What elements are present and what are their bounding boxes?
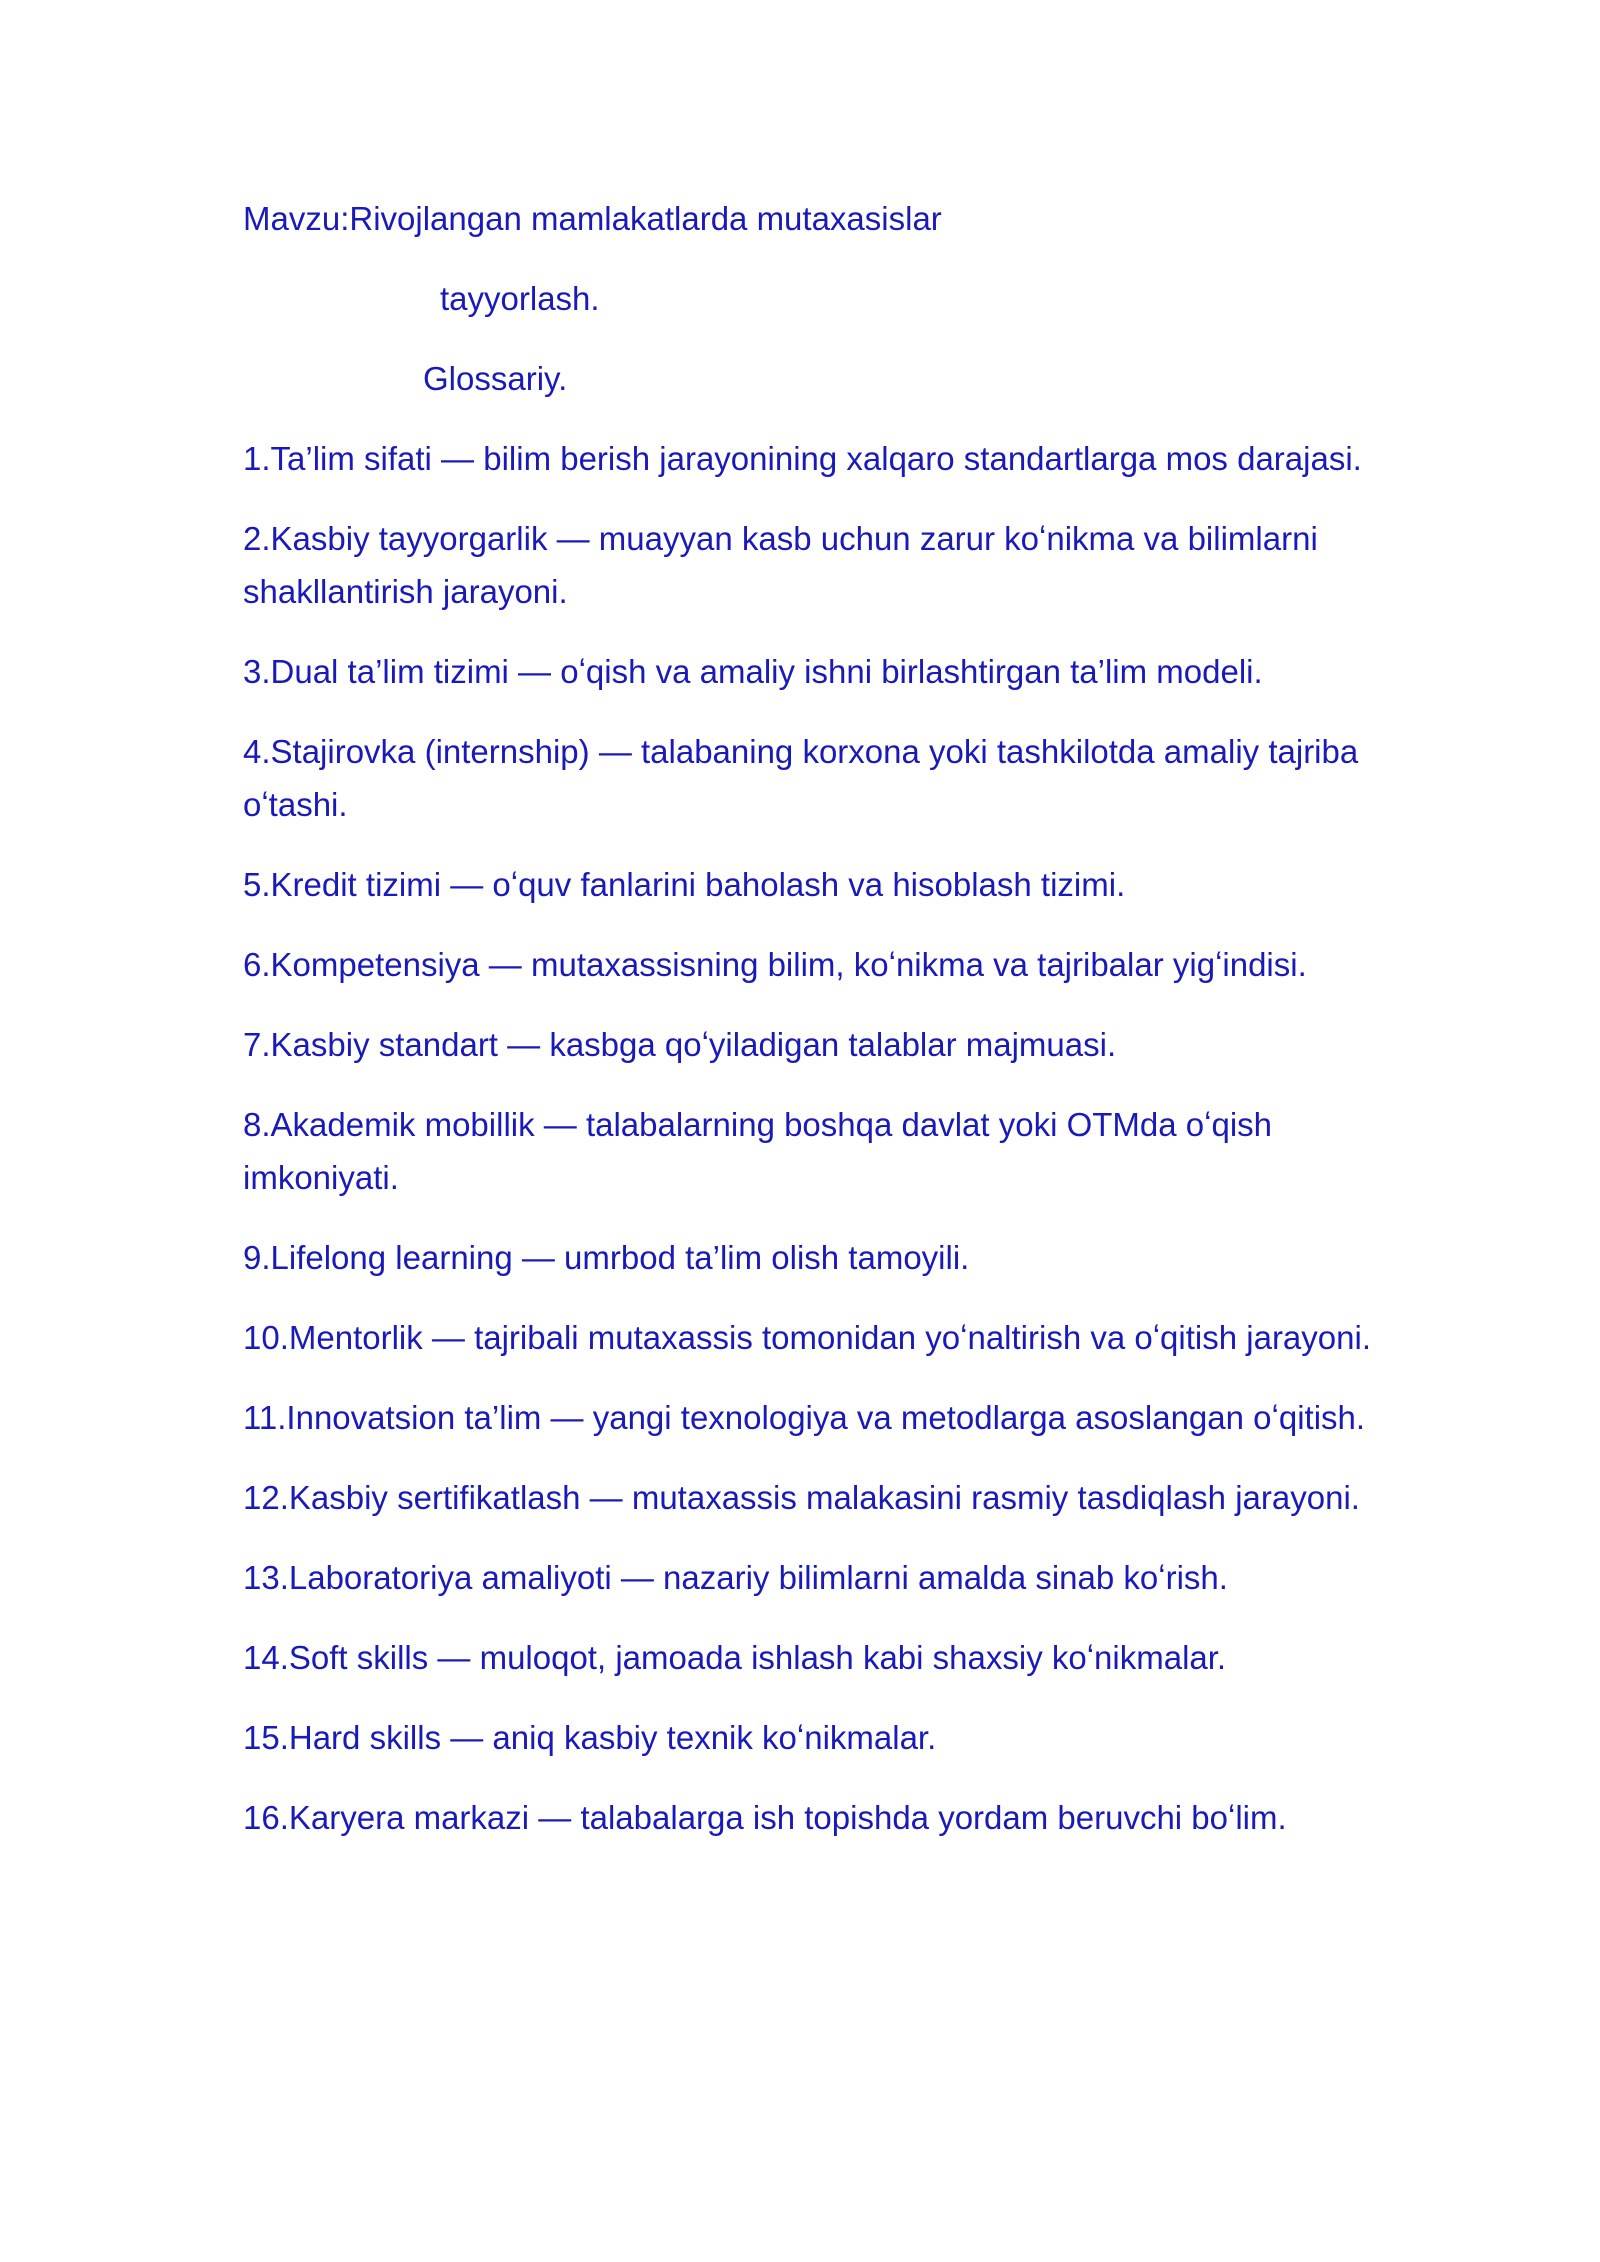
glossary-entry: 1.Ta’lim sifati — bilim berish jarayonining xalqaro standartlarga mos darajasi. <box>243 440 1362 477</box>
glossary-entry: 9.Lifelong learning — umrbod ta’lim olish tamoyili. <box>243 1239 970 1276</box>
document-body <box>243 192 1423 1871</box>
glossary-heading: Glossariy. <box>423 360 568 397</box>
glossary-entry: 16.Karyera markazi — talabalarga ish topishda yordam beruvchi boʻlim. <box>243 1799 1287 1836</box>
glossary-entry: 7.Kasbiy standart — kasbga qoʻyiladigan talablar majmuasi. <box>243 1026 1117 1063</box>
glossary-entry: 13.Laboratoriya amaliyoti — nazariy bilimlarni amalda sinab koʻrish. <box>243 1559 1228 1596</box>
glossary-entry: 2.Kasbiy tayyorgarlik — muayyan kasb uchun zarur koʻnikma va bilimlarni shakllantirish jarayoni. <box>243 520 1318 610</box>
glossary-entry: 15.Hard skills — aniq kasbiy texnik koʻnikmalar. <box>243 1719 937 1756</box>
document-title-continuation: tayyorlash. <box>440 280 600 317</box>
glossary-entry: 6.Kompetensiya — mutaxassisning bilim, koʻnikma va tajribalar yigʻindisi. <box>243 946 1307 983</box>
glossary-entry: 3.Dual ta’lim tizimi — oʻqish va amaliy ishni birlashtirgan ta’lim modeli. <box>243 653 1263 690</box>
glossary-entry: 11.Innovatsion ta’lim — yangi texnologiya va metodlarga asoslangan oʻqitish. <box>243 1399 1366 1436</box>
glossary-entry: 14.Soft skills — muloqot, jamoada ishlash kabi shaxsiy koʻnikmalar. <box>243 1639 1227 1676</box>
glossary-list <box>243 432 1423 1844</box>
glossary-entry: 5.Kredit tizimi — oʻquv fanlarini baholash va hisoblash tizimi. <box>243 866 1126 903</box>
glossary-entry: 8.Akademik mobillik — talabalarning boshqa davlat yoki OTMda oʻqish imkoniyati. <box>243 1106 1273 1196</box>
document-title: Mavzu:Rivojlangan mamlakatlarda mutaxasislar <box>243 200 942 237</box>
glossary-entry: 10.Mentorlik — tajribali mutaxassis tomonidan yoʻnaltirish va oʻqitish jarayoni. <box>243 1319 1371 1356</box>
glossary-entry: 12.Kasbiy sertifikatlash — mutaxassis malakasini rasmiy tasdiqlash jarayoni. <box>243 1479 1360 1516</box>
glossary-entry: 4.Stajirovka (internship) — talabaning korxona yoki tashkilotda amaliy tajriba oʻtashi. <box>243 733 1359 823</box>
